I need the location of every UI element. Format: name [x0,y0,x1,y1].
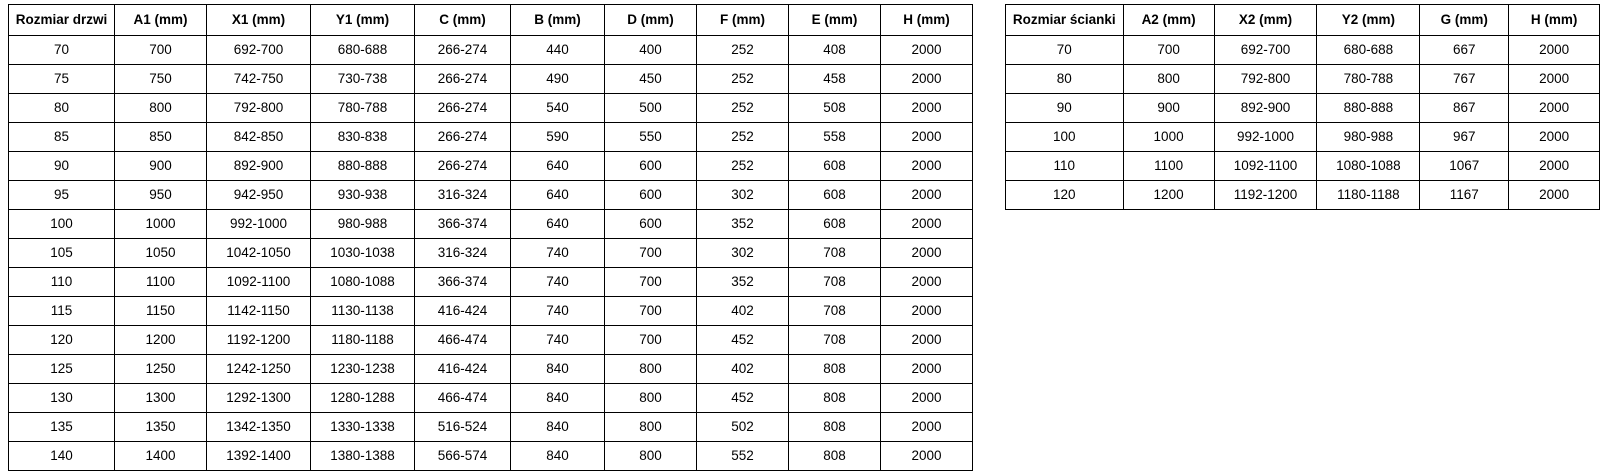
doors-cell: 708 [789,326,881,355]
walls-cell: 2000 [1509,94,1600,123]
doors-cell: 2000 [881,384,973,413]
walls-header-row [1006,5,1600,36]
doors-cell: 1000 [115,210,207,239]
doors-cell: 800 [605,442,697,471]
doors-cell: 1380-1388 [311,442,415,471]
doors-cell: 120 [9,326,115,355]
doors-cell: 105 [9,239,115,268]
table-row [9,210,973,239]
doors-cell: 2000 [881,36,973,65]
walls-cell: 2000 [1509,123,1600,152]
walls-cell: 1080-1088 [1317,152,1420,181]
doors-cell: 1092-1100 [207,268,311,297]
walls-cell: 1200 [1123,181,1214,210]
walls-column-header: H (mm) [1509,5,1600,36]
doors-cell: 840 [511,384,605,413]
doors-cell: 2000 [881,239,973,268]
table-row [9,297,973,326]
doors-cell: 266-274 [415,94,511,123]
doors-cell: 600 [605,210,697,239]
doors-cell: 840 [511,355,605,384]
table-row [9,268,973,297]
walls-cell: 692-700 [1214,36,1317,65]
table-row [1006,36,1600,65]
doors-cell: 1300 [115,384,207,413]
doors-cell: 400 [605,36,697,65]
doors-cell: 780-788 [311,94,415,123]
doors-column-header: Y1 (mm) [311,5,415,36]
doors-cell: 708 [789,297,881,326]
doors-cell: 135 [9,413,115,442]
doors-cell: 608 [789,181,881,210]
doors-cell: 708 [789,268,881,297]
doors-cell: 1030-1038 [311,239,415,268]
walls-cell: 1000 [1123,123,1214,152]
doors-cell: 840 [511,442,605,471]
doors-cell: 1250 [115,355,207,384]
walls-table-head [1006,5,1600,36]
doors-column-header: E (mm) [789,5,881,36]
doors-cell: 70 [9,36,115,65]
doors-cell: 600 [605,152,697,181]
doors-cell: 600 [605,181,697,210]
doors-cell: 1230-1238 [311,355,415,384]
doors-cell: 125 [9,355,115,384]
doors-cell: 608 [789,152,881,181]
doors-cell: 842-850 [207,123,311,152]
walls-table-body [1006,36,1600,210]
doors-cell: 700 [605,239,697,268]
doors-cell: 110 [9,268,115,297]
doors-cell: 490 [511,65,605,94]
doors-cell: 880-888 [311,152,415,181]
walls-cell: 792-800 [1214,65,1317,94]
doors-cell: 540 [511,94,605,123]
walls-cell: 900 [1123,94,1214,123]
doors-cell: 2000 [881,181,973,210]
doors-cell: 402 [697,297,789,326]
doors-cell: 808 [789,384,881,413]
walls-cell: 680-688 [1317,36,1420,65]
doors-cell: 1192-1200 [207,326,311,355]
doors-cell: 440 [511,36,605,65]
doors-cell: 2000 [881,65,973,94]
doors-cell: 740 [511,268,605,297]
table-row [9,442,973,471]
doors-cell: 252 [697,123,789,152]
doors-cell: 1330-1338 [311,413,415,442]
doors-cell: 302 [697,181,789,210]
walls-cell: 2000 [1509,152,1600,181]
doors-dimensions-table [8,4,973,471]
walls-dimensions-table [1005,4,1600,210]
table-row [1006,152,1600,181]
doors-cell: 115 [9,297,115,326]
walls-cell: 80 [1006,65,1124,94]
doors-cell: 808 [789,413,881,442]
walls-cell: 780-788 [1317,65,1420,94]
doors-cell: 1392-1400 [207,442,311,471]
doors-cell: 416-424 [415,297,511,326]
doors-cell: 75 [9,65,115,94]
doors-cell: 740 [511,239,605,268]
doors-cell: 2000 [881,268,973,297]
doors-cell: 930-938 [311,181,415,210]
walls-cell: 110 [1006,152,1124,181]
doors-cell: 302 [697,239,789,268]
doors-cell: 608 [789,210,881,239]
walls-cell: 2000 [1509,181,1600,210]
doors-cell: 140 [9,442,115,471]
doors-cell: 1292-1300 [207,384,311,413]
doors-cell: 692-700 [207,36,311,65]
doors-cell: 366-374 [415,210,511,239]
doors-cell: 730-738 [311,65,415,94]
doors-cell: 266-274 [415,152,511,181]
doors-cell: 950 [115,181,207,210]
doors-cell: 352 [697,210,789,239]
doors-cell: 402 [697,355,789,384]
walls-cell: 120 [1006,181,1124,210]
doors-cell: 2000 [881,297,973,326]
doors-cell: 2000 [881,355,973,384]
doors-cell: 95 [9,181,115,210]
table-row [9,152,973,181]
doors-cell: 808 [789,355,881,384]
doors-cell: 2000 [881,210,973,239]
doors-cell: 1150 [115,297,207,326]
walls-cell: 880-888 [1317,94,1420,123]
doors-cell: 500 [605,94,697,123]
doors-cell: 640 [511,210,605,239]
doors-cell: 2000 [881,326,973,355]
walls-cell: 1100 [1123,152,1214,181]
doors-cell: 458 [789,65,881,94]
doors-column-header: F (mm) [697,5,789,36]
doors-cell: 850 [115,123,207,152]
doors-cell: 640 [511,152,605,181]
doors-cell: 266-274 [415,123,511,152]
doors-cell: 1042-1050 [207,239,311,268]
doors-cell: 900 [115,152,207,181]
walls-column-header: X2 (mm) [1214,5,1317,36]
doors-cell: 266-274 [415,36,511,65]
table-row [1006,65,1600,94]
doors-cell: 830-838 [311,123,415,152]
doors-column-header: H (mm) [881,5,973,36]
doors-cell: 316-324 [415,239,511,268]
doors-cell: 892-900 [207,152,311,181]
walls-dimensions-table-container [1005,4,1600,210]
table-row [9,94,973,123]
doors-cell: 416-424 [415,355,511,384]
doors-cell: 502 [697,413,789,442]
doors-cell: 266-274 [415,65,511,94]
doors-cell: 700 [605,326,697,355]
doors-cell: 508 [789,94,881,123]
walls-cell: 2000 [1509,36,1600,65]
doors-column-header: B (mm) [511,5,605,36]
doors-cell: 2000 [881,152,973,181]
doors-cell: 85 [9,123,115,152]
doors-cell: 800 [605,413,697,442]
walls-column-header: G (mm) [1420,5,1509,36]
doors-cell: 252 [697,36,789,65]
walls-column-header: Y2 (mm) [1317,5,1420,36]
doors-column-header: C (mm) [415,5,511,36]
doors-cell: 1050 [115,239,207,268]
walls-cell: 767 [1420,65,1509,94]
doors-cell: 90 [9,152,115,181]
doors-cell: 1280-1288 [311,384,415,413]
walls-cell: 70 [1006,36,1124,65]
doors-cell: 130 [9,384,115,413]
walls-cell: 667 [1420,36,1509,65]
doors-column-header: X1 (mm) [207,5,311,36]
doors-cell: 552 [697,442,789,471]
doors-cell: 590 [511,123,605,152]
walls-cell: 1092-1100 [1214,152,1317,181]
doors-cell: 840 [511,413,605,442]
doors-cell: 452 [697,326,789,355]
doors-cell: 550 [605,123,697,152]
doors-column-header: Rozmiar drzwi [9,5,115,36]
doors-cell: 750 [115,65,207,94]
table-row [9,326,973,355]
doors-cell: 252 [697,94,789,123]
doors-cell: 466-474 [415,326,511,355]
walls-cell: 100 [1006,123,1124,152]
doors-cell: 316-324 [415,181,511,210]
doors-cell: 2000 [881,442,973,471]
walls-cell: 892-900 [1214,94,1317,123]
doors-cell: 640 [511,181,605,210]
walls-cell: 1067 [1420,152,1509,181]
doors-cell: 252 [697,152,789,181]
doors-table-body [9,36,973,471]
walls-column-header: Rozmiar ścianki [1006,5,1124,36]
table-row [9,181,973,210]
doors-cell: 558 [789,123,881,152]
doors-cell: 252 [697,65,789,94]
doors-cell: 100 [9,210,115,239]
doors-cell: 700 [115,36,207,65]
doors-column-header: A1 (mm) [115,5,207,36]
doors-cell: 566-574 [415,442,511,471]
doors-cell: 1100 [115,268,207,297]
doors-cell: 1142-1150 [207,297,311,326]
doors-cell: 516-524 [415,413,511,442]
table-row [1006,181,1600,210]
doors-cell: 2000 [881,94,973,123]
walls-cell: 90 [1006,94,1124,123]
doors-cell: 1242-1250 [207,355,311,384]
table-row [9,36,973,65]
doors-cell: 700 [605,268,697,297]
walls-cell: 1167 [1420,181,1509,210]
doors-cell: 800 [605,355,697,384]
doors-table-head [9,5,973,36]
doors-cell: 466-474 [415,384,511,413]
table-row [9,239,973,268]
doors-cell: 700 [605,297,697,326]
doors-cell: 1350 [115,413,207,442]
walls-cell: 800 [1123,65,1214,94]
doors-cell: 1400 [115,442,207,471]
doors-cell: 792-800 [207,94,311,123]
doors-column-header: D (mm) [605,5,697,36]
walls-cell: 867 [1420,94,1509,123]
doors-cell: 1130-1138 [311,297,415,326]
table-row [1006,94,1600,123]
walls-cell: 967 [1420,123,1509,152]
doors-cell: 740 [511,326,605,355]
doors-cell: 1180-1188 [311,326,415,355]
doors-cell: 680-688 [311,36,415,65]
doors-cell: 452 [697,384,789,413]
doors-cell: 800 [115,94,207,123]
doors-cell: 408 [789,36,881,65]
table-row [1006,123,1600,152]
doors-cell: 742-750 [207,65,311,94]
doors-cell: 352 [697,268,789,297]
doors-cell: 1342-1350 [207,413,311,442]
table-row [9,384,973,413]
doors-cell: 80 [9,94,115,123]
doors-cell: 740 [511,297,605,326]
table-row [9,355,973,384]
doors-cell: 2000 [881,413,973,442]
walls-cell: 1192-1200 [1214,181,1317,210]
doors-cell: 1080-1088 [311,268,415,297]
doors-cell: 992-1000 [207,210,311,239]
walls-cell: 1180-1188 [1317,181,1420,210]
doors-cell: 980-988 [311,210,415,239]
doors-cell: 450 [605,65,697,94]
table-row [9,65,973,94]
walls-cell: 992-1000 [1214,123,1317,152]
doors-cell: 942-950 [207,181,311,210]
doors-cell: 808 [789,442,881,471]
doors-cell: 2000 [881,123,973,152]
doors-cell: 1200 [115,326,207,355]
table-row [9,123,973,152]
table-row [9,413,973,442]
walls-cell: 980-988 [1317,123,1420,152]
doors-cell: 800 [605,384,697,413]
walls-cell: 2000 [1509,65,1600,94]
doors-header-row [9,5,973,36]
walls-cell: 700 [1123,36,1214,65]
doors-dimensions-table-container [8,4,973,471]
doors-cell: 708 [789,239,881,268]
walls-column-header: A2 (mm) [1123,5,1214,36]
doors-cell: 366-374 [415,268,511,297]
